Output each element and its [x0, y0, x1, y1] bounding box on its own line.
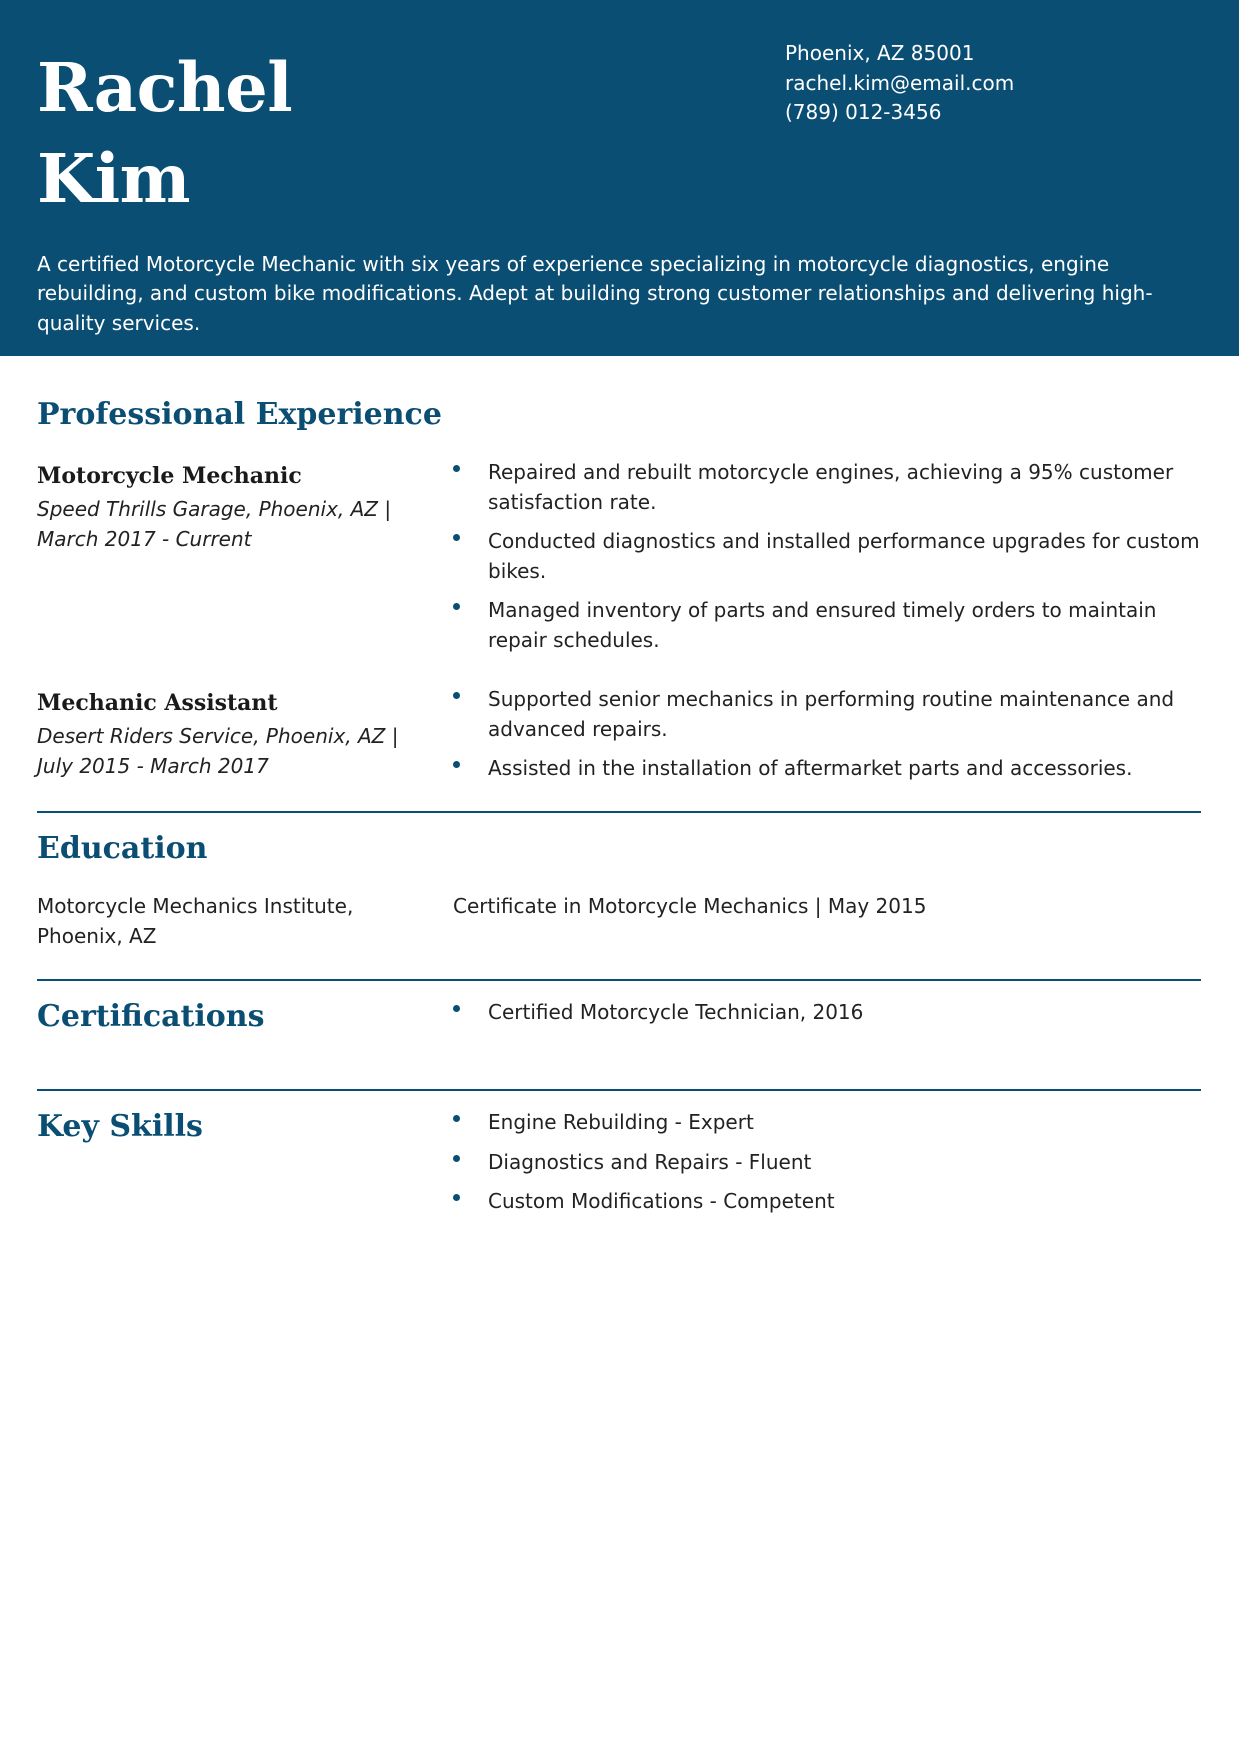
skills-section-title: Key Skills	[37, 1109, 203, 1144]
list-item: Repaired and rebuilt motorcycle engines, achieving a 95% customer satisfaction rate.	[453, 458, 1213, 517]
list-item: Supported senior mechanics in performing routine maintenance and advanced repairs.	[453, 685, 1213, 744]
summary: A certified Motorcycle Mechanic with six years of experience specializing in motorcycle diagnostics, engine rebuilding, and custom bike modifications. Adept at building strong customer relationships and delivering high-quality services.	[37, 252, 1153, 335]
email[interactable]: rachel.kim@email.com	[785, 70, 1015, 95]
section-divider	[37, 811, 1201, 813]
contact-info	[785, 39, 1014, 128]
candidate-name	[37, 42, 292, 224]
education-section-title: Education	[37, 831, 208, 866]
last-name: Kim	[37, 139, 191, 218]
bullet-icon	[453, 1155, 460, 1162]
bullet-icon	[453, 534, 460, 541]
education-school: Motorcycle Mechanics Institute, Phoenix, AZ	[37, 894, 354, 948]
section-divider	[37, 1089, 1201, 1091]
list-item: Diagnostics and Repairs - Fluent	[453, 1148, 1213, 1178]
list-item: Custom Modifications - Competent	[453, 1187, 1213, 1217]
job-meta	[37, 495, 407, 554]
bullet-icon	[453, 465, 460, 472]
header-banner	[0, 0, 1239, 356]
education-degree: Certificate in Motorcycle Mechanics | May 2015	[453, 894, 927, 918]
job-bullets	[453, 458, 1213, 665]
section-divider	[37, 979, 1201, 981]
job-dates: March 2017 - Current	[37, 526, 252, 551]
phone[interactable]: (789) 012-3456	[785, 100, 942, 124]
bullet-icon	[453, 603, 460, 610]
list-item: Managed inventory of parts and ensured timely orders to maintain repair schedules.	[453, 596, 1213, 655]
list-item: Assisted in the installation of aftermarket parts and accessories.	[453, 754, 1213, 784]
skills-list	[453, 1108, 1213, 1227]
job-company: Desert Riders Service, Phoenix, AZ |	[37, 724, 399, 748]
bullet-icon	[453, 761, 460, 768]
location: Phoenix, AZ 85001	[785, 41, 975, 65]
list-item: Conducted diagnostics and installed performance upgrades for custom bikes.	[453, 527, 1213, 586]
bullet-icon	[453, 1115, 460, 1122]
experience-section-title: Professional Experience	[37, 397, 442, 432]
job-company: Speed Thrills Garage, Phoenix, AZ |	[37, 497, 392, 521]
bullet-icon	[453, 1194, 460, 1201]
job-meta	[37, 722, 407, 781]
first-name: Rachel	[37, 48, 293, 127]
certifications-section-title: Certifications	[37, 999, 265, 1034]
certifications-list	[453, 998, 1213, 1038]
job-dates: July 2015 - March 2017	[37, 753, 269, 778]
job-title: Mechanic Assistant	[37, 690, 278, 716]
job-bullets	[453, 685, 1213, 794]
bullet-icon	[453, 692, 460, 699]
job-title: Motorcycle Mechanic	[37, 463, 302, 489]
list-item: Certified Motorcycle Technician, 2016	[453, 998, 1213, 1028]
bullet-icon	[453, 1005, 460, 1012]
list-item: Engine Rebuilding - Expert	[453, 1108, 1213, 1138]
